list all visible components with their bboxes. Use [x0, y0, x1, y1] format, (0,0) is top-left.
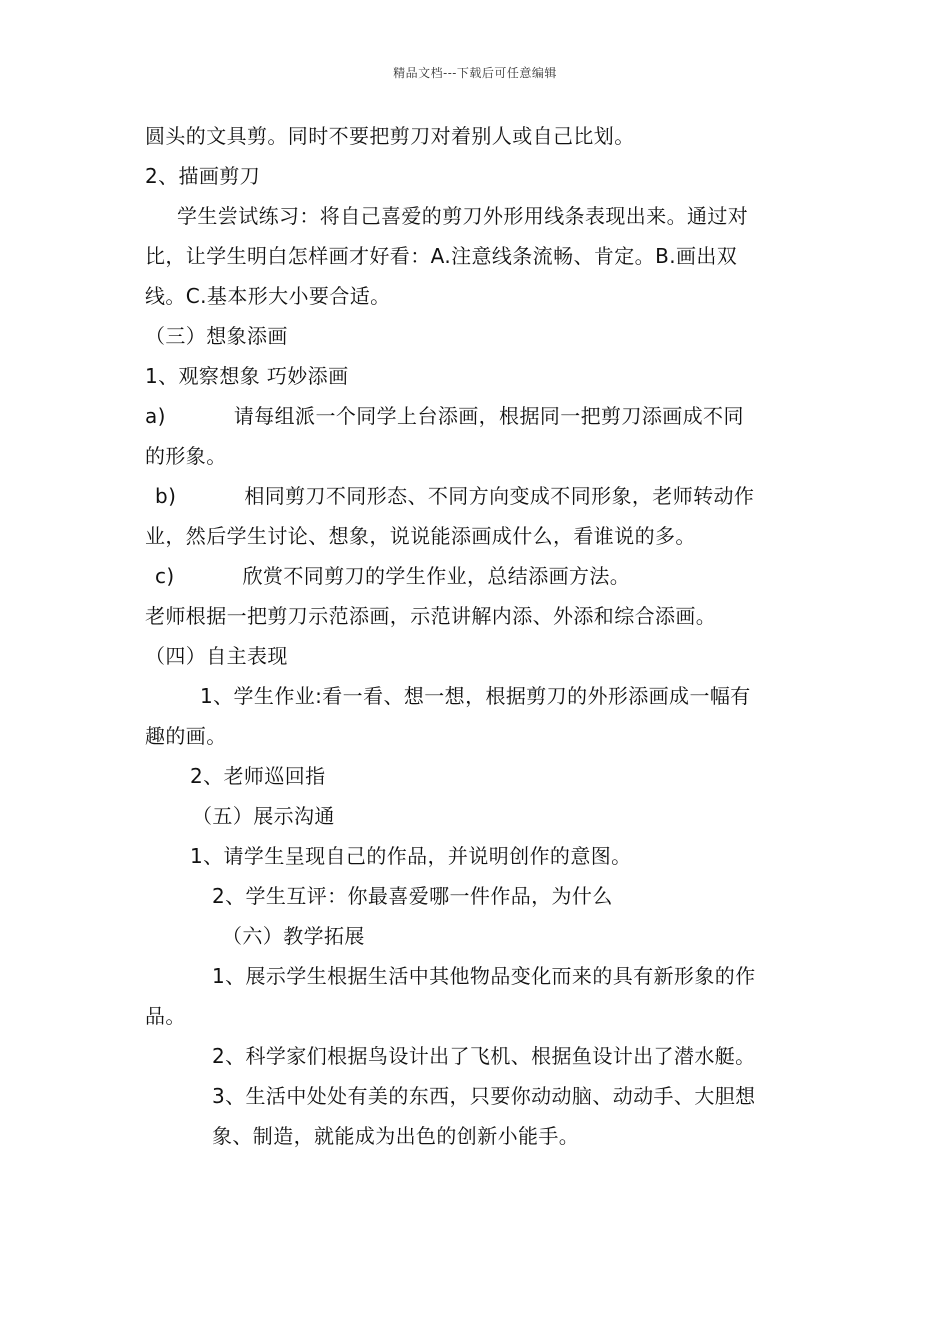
- section-heading: 1、观察想象 巧妙添画: [145, 364, 349, 388]
- section-heading: 2、描画剪刀: [145, 164, 261, 188]
- paragraph-line: 业，然后学生讨论、想象，说说能添画成什么，看谁说的多。: [145, 524, 696, 548]
- paragraph-line: 品。: [145, 1004, 186, 1028]
- section-heading: （六）教学拓展: [222, 924, 365, 948]
- page-header: 精品文档---下载后可任意编辑: [393, 66, 557, 80]
- paragraph-line: 1、学生作业:看一看、想一想，根据剪刀的外形添画成一幅有: [200, 684, 751, 708]
- list-marker: b): [155, 484, 177, 508]
- list-item-text: 相同剪刀不同形态、不同方向变成不同形象，老师转动作: [244, 484, 755, 508]
- paragraph-line: 2、老师巡回指: [190, 764, 326, 788]
- paragraph-line: 老师根据一把剪刀示范添画，示范讲解内添、外添和综合添画。: [145, 604, 717, 628]
- paragraph-line: 1、请学生呈现自己的作品，并说明创作的意图。: [190, 844, 632, 868]
- section-heading: （五）展示沟通: [192, 804, 335, 828]
- paragraph-line: 趣的画。: [145, 724, 227, 748]
- list-item: [145, 402, 744, 430]
- paragraph-line: 的形象。: [145, 444, 227, 468]
- paragraph-line: 圆头的文具剪。同时不要把剪刀对着别人或自己比划。: [145, 124, 635, 148]
- paragraph-line: 比，让学生明白怎样画才好看：A.注意线条流畅、肯定。B.画出双: [145, 244, 738, 268]
- list-item-text: 欣赏不同剪刀的学生作业，总结添画方法。: [242, 564, 631, 588]
- paragraph-line: 线。C.基本形大小要合适。: [145, 284, 391, 308]
- section-heading: （三）想象添画: [145, 324, 288, 348]
- list-item-text: 请每组派一个同学上台添画，根据同一把剪刀添画成不同: [233, 404, 744, 428]
- paragraph-line: 学生尝试练习：将自己喜爱的剪刀外形用线条表现出来。通过对: [177, 204, 749, 228]
- paragraph-line: 2、科学家们根据鸟设计出了飞机、根据鱼设计出了潜水艇。: [212, 1044, 756, 1068]
- paragraph-line: 3、生活中处处有美的东西，只要你动动脑、动动手、大胆想: [212, 1084, 756, 1108]
- paragraph-line: 1、展示学生根据生活中其他物品变化而来的具有新形象的作: [212, 964, 756, 988]
- paragraph-line: 2、学生互评：你最喜爱哪一件作品，为什么: [212, 884, 613, 908]
- list-marker: a): [145, 404, 166, 428]
- section-heading: （四）自主表现: [145, 644, 288, 668]
- paragraph-line: 象、制造，就能成为出色的创新小能手。: [212, 1124, 580, 1148]
- list-item: [155, 482, 754, 510]
- list-item: [155, 562, 630, 590]
- list-marker: c): [155, 564, 175, 588]
